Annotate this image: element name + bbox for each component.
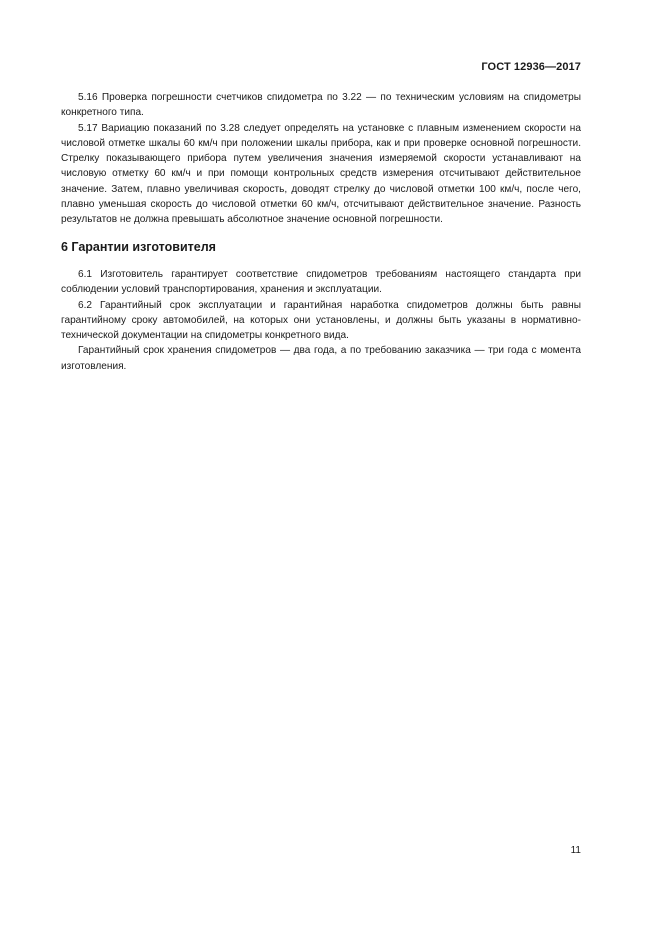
section-5-body <box>61 90 581 228</box>
paragraph-5-16: 5.16 Проверка погрешности счетчиков спидометра по 3.22 — по техническим условиям на спидометры конкретного типа. <box>61 92 581 119</box>
paragraph-6-1: 6.1 Изготовитель гарантирует соответствие спидометров требованиям настоящего стандарта при соблюдении условий транспортирования, хранения и эксплуатации. <box>61 269 581 296</box>
paragraph-5-17: 5.17 Вариацию показаний по 3.28 следует определять на установке с плавным изменением скорости на числовой отметке шкалы 60 км/ч при положении шкалы прибора, как и при проверке основной погрешности. Стрелку показывающего прибора путем увеличения значения измеряемой скорости устанавливают на числовую отметку 60 км/ч и при помощи контрольных средств измерения отсчитывают действительное значение. Затем, плавно увеличивая скорость, доводят стрелку до числовой отметки 100 км/ч, после чего, плавно уменьшая скорость до числовой отметки 60 км/ч, отсчитывают действительное значение. Разность результатов не должна превышать абсолютное значение основной погрешности. <box>61 122 581 226</box>
standard-code-header: ГОСТ 12936—2017 <box>481 61 581 73</box>
page-number: 11 <box>570 845 581 856</box>
section-6-body <box>61 267 581 374</box>
section-6-heading: 6 Гарантии изготовителя <box>61 240 216 254</box>
paragraph-storage-warranty: Гарантийный срок хранения спидометров — два года, а по требованию заказчика — три года с момента изготовления. <box>61 345 581 372</box>
paragraph-6-2: 6.2 Гарантийный срок эксплуатации и гарантийная наработка спидометров должны быть равны гарантийному сроку автомобилей, на которых они установлены, и должны быть указаны в нормативно-технической документации на спидометры конкретного вида. <box>61 299 581 342</box>
